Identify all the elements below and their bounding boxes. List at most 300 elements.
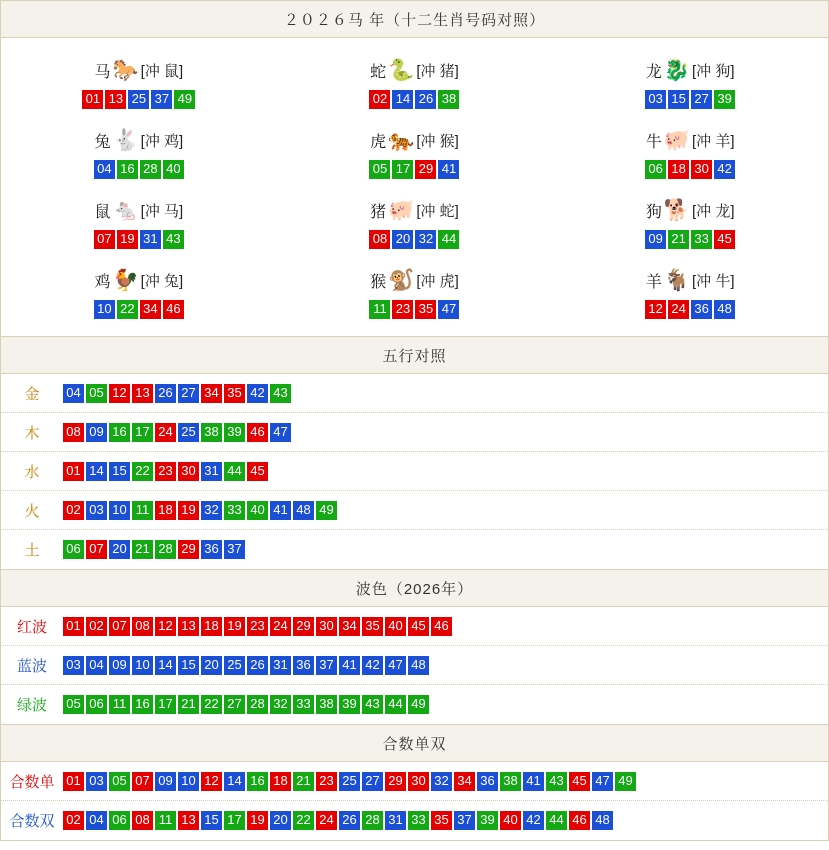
number-ball: 21 [293, 772, 314, 791]
number-ball: 07 [94, 230, 115, 249]
zodiac-clash-label: [冲 龙] [691, 202, 735, 220]
number-ball: 25 [224, 656, 245, 675]
number-ball: 29 [385, 772, 406, 791]
zodiac-section-title: ２０２６马 年（十二生肖号码对照） [1, 1, 828, 38]
zodiac-name: 马 [94, 63, 111, 81]
zodiac-animal-icon: 🐖 [388, 198, 415, 222]
number-ball: 38 [201, 423, 222, 442]
number-ball: 16 [109, 423, 130, 442]
zodiac-number-list [552, 230, 828, 249]
zodiac-name: 龙 [645, 63, 662, 81]
number-ball: 14 [155, 656, 176, 675]
bose-panel [0, 569, 829, 724]
number-ball: 23 [155, 462, 176, 481]
number-ball: 19 [247, 811, 268, 830]
number-ball: 19 [178, 501, 199, 520]
wuxing-row-label: 木 [24, 424, 40, 442]
zodiac-name: 兔 [94, 133, 111, 151]
number-ball: 31 [385, 811, 406, 830]
number-ball: 09 [645, 230, 666, 249]
number-ball: 46 [247, 423, 268, 442]
number-ball: 08 [132, 811, 153, 830]
wuxing-row-numbers [63, 419, 828, 446]
zodiac-animal-icon: 🐅 [388, 128, 415, 152]
number-ball: 12 [645, 300, 666, 319]
number-ball: 03 [86, 772, 107, 791]
heshu-rows [1, 762, 828, 840]
number-ball: 07 [109, 617, 130, 636]
heshu-row-numbers [63, 768, 828, 795]
number-ball: 28 [362, 811, 383, 830]
number-ball: 39 [224, 423, 245, 442]
number-ball: 44 [385, 695, 406, 714]
number-ball: 23 [316, 772, 337, 791]
number-ball: 22 [293, 811, 314, 830]
zodiac-clash-label: [冲 鼠] [140, 62, 184, 80]
zodiac-animal-icon: 🐎 [112, 58, 139, 82]
number-ball: 33 [224, 501, 245, 520]
bose-row-numbers [63, 652, 828, 679]
number-ball: 30 [408, 772, 429, 791]
number-ball: 20 [201, 656, 222, 675]
number-ball: 12 [109, 384, 130, 403]
number-ball: 03 [63, 656, 84, 675]
number-ball: 49 [316, 501, 337, 520]
number-ball: 09 [155, 772, 176, 791]
wuxing-row [1, 530, 828, 569]
wuxing-row-numbers [63, 380, 828, 407]
heshu-section-title: 合数单双 [1, 725, 828, 762]
heshu-panel [0, 724, 829, 841]
number-ball: 03 [86, 501, 107, 520]
number-ball: 14 [392, 90, 413, 109]
number-ball: 27 [178, 384, 199, 403]
number-ball: 18 [270, 772, 291, 791]
number-ball: 47 [270, 423, 291, 442]
zodiac-grid [1, 38, 828, 336]
zodiac-head [277, 125, 553, 155]
number-ball: 22 [201, 695, 222, 714]
number-ball: 18 [201, 617, 222, 636]
number-ball: 38 [316, 695, 337, 714]
number-ball: 07 [86, 540, 107, 559]
zodiac-head [1, 195, 277, 225]
number-ball: 03 [645, 90, 666, 109]
number-ball: 06 [109, 811, 130, 830]
number-ball: 04 [63, 384, 84, 403]
number-ball: 44 [546, 811, 567, 830]
number-ball: 01 [63, 462, 84, 481]
number-ball: 08 [132, 617, 153, 636]
zodiac-name: 羊 [645, 273, 662, 291]
zodiac-animal-icon: 🐁 [112, 198, 139, 222]
heshu-row [1, 762, 828, 801]
wuxing-row-label: 金 [24, 385, 40, 403]
zodiac-name: 鼠 [94, 203, 111, 221]
number-ball: 29 [293, 617, 314, 636]
wuxing-row [1, 374, 828, 413]
number-ball: 49 [615, 772, 636, 791]
number-ball: 01 [63, 772, 84, 791]
heshu-row-label: 合数单 [9, 773, 55, 791]
zodiac-clash-label: [冲 蛇] [416, 202, 459, 220]
number-ball: 04 [94, 160, 115, 179]
number-ball: 13 [132, 384, 153, 403]
zodiac-animal-icon: 🐓 [112, 268, 139, 292]
zodiac-number-list [1, 160, 277, 179]
number-ball: 42 [523, 811, 544, 830]
number-ball: 43 [362, 695, 383, 714]
number-ball: 17 [155, 695, 176, 714]
number-ball: 35 [415, 300, 436, 319]
number-ball: 20 [392, 230, 413, 249]
zodiac-cell [552, 118, 828, 188]
number-ball: 46 [569, 811, 590, 830]
number-ball: 41 [270, 501, 291, 520]
number-ball: 32 [415, 230, 436, 249]
number-ball: 45 [408, 617, 429, 636]
number-ball: 49 [408, 695, 429, 714]
number-ball: 33 [408, 811, 429, 830]
wuxing-rows [1, 374, 828, 569]
bose-section-title: 波色（2026年） [1, 570, 828, 607]
number-ball: 25 [178, 423, 199, 442]
number-ball: 09 [86, 423, 107, 442]
number-ball: 28 [140, 160, 161, 179]
number-ball: 13 [178, 811, 199, 830]
wuxing-section-title: 五行对照 [1, 337, 828, 374]
number-ball: 20 [270, 811, 291, 830]
number-ball: 12 [155, 617, 176, 636]
number-ball: 26 [155, 384, 176, 403]
number-ball: 34 [140, 300, 161, 319]
number-ball: 48 [293, 501, 314, 520]
number-ball: 47 [438, 300, 459, 319]
zodiac-animal-icon: 🐍 [388, 58, 415, 82]
zodiac-head [1, 55, 277, 85]
wuxing-row-numbers [63, 458, 828, 485]
zodiac-head [277, 55, 553, 85]
number-ball: 36 [477, 772, 498, 791]
zodiac-name: 狗 [645, 203, 662, 221]
number-ball: 32 [431, 772, 452, 791]
zodiac-cell [1, 258, 277, 328]
heshu-row [1, 801, 828, 840]
zodiac-clash-label: [冲 狗] [691, 62, 735, 80]
number-ball: 10 [178, 772, 199, 791]
number-ball: 17 [224, 811, 245, 830]
number-ball: 35 [431, 811, 452, 830]
number-ball: 05 [369, 160, 390, 179]
zodiac-clash-label: [冲 虎] [416, 272, 459, 290]
number-ball: 43 [546, 772, 567, 791]
number-ball: 26 [339, 811, 360, 830]
bose-rows [1, 607, 828, 724]
number-ball: 24 [155, 423, 176, 442]
number-ball: 36 [691, 300, 712, 319]
number-ball: 06 [645, 160, 666, 179]
number-ball: 28 [247, 695, 268, 714]
number-ball: 43 [270, 384, 291, 403]
zodiac-animal-icon: 🐒 [388, 268, 415, 292]
number-ball: 16 [117, 160, 138, 179]
number-ball: 15 [201, 811, 222, 830]
wuxing-row-label: 火 [24, 502, 40, 520]
number-ball: 39 [714, 90, 735, 109]
number-ball: 13 [178, 617, 199, 636]
zodiac-name: 猪 [370, 203, 387, 221]
number-ball: 14 [224, 772, 245, 791]
number-ball: 48 [714, 300, 735, 319]
number-ball: 23 [392, 300, 413, 319]
zodiac-cell [277, 188, 553, 258]
number-ball: 47 [592, 772, 613, 791]
zodiac-head [1, 125, 277, 155]
zodiac-head [277, 195, 553, 225]
zodiac-panel [0, 0, 829, 336]
number-ball: 02 [86, 617, 107, 636]
number-ball: 05 [109, 772, 130, 791]
zodiac-cell [1, 188, 277, 258]
number-ball: 36 [201, 540, 222, 559]
zodiac-number-list [1, 300, 277, 319]
number-ball: 16 [132, 695, 153, 714]
wuxing-row [1, 452, 828, 491]
number-ball: 35 [224, 384, 245, 403]
number-ball: 24 [316, 811, 337, 830]
number-ball: 15 [668, 90, 689, 109]
number-ball: 21 [132, 540, 153, 559]
bose-row [1, 646, 828, 685]
zodiac-clash-label: [冲 猪] [416, 62, 459, 80]
number-ball: 27 [691, 90, 712, 109]
number-ball: 18 [668, 160, 689, 179]
wuxing-panel [0, 336, 829, 569]
zodiac-animal-icon: 🐉 [663, 58, 690, 82]
number-ball: 21 [668, 230, 689, 249]
number-ball: 17 [392, 160, 413, 179]
zodiac-clash-label: [冲 兔] [140, 272, 184, 290]
number-ball: 42 [362, 656, 383, 675]
number-ball: 26 [415, 90, 436, 109]
zodiac-number-list [552, 90, 828, 109]
number-ball: 20 [109, 540, 130, 559]
heshu-row-numbers [63, 807, 828, 834]
number-ball: 19 [117, 230, 138, 249]
number-ball: 46 [431, 617, 452, 636]
number-ball: 01 [63, 617, 84, 636]
wuxing-row [1, 491, 828, 530]
number-ball: 15 [109, 462, 130, 481]
zodiac-cell [277, 258, 553, 328]
number-ball: 13 [105, 90, 126, 109]
zodiac-head [552, 195, 828, 225]
number-ball: 22 [117, 300, 138, 319]
number-ball: 08 [63, 423, 84, 442]
number-ball: 08 [369, 230, 390, 249]
number-ball: 45 [247, 462, 268, 481]
number-ball: 27 [362, 772, 383, 791]
zodiac-cell [1, 48, 277, 118]
zodiac-head [552, 265, 828, 295]
number-ball: 40 [247, 501, 268, 520]
zodiac-number-list [1, 90, 277, 109]
zodiac-animal-icon: 🐇 [112, 128, 139, 152]
zodiac-cell [552, 258, 828, 328]
zodiac-clash-label: [冲 马] [140, 202, 184, 220]
number-ball: 32 [270, 695, 291, 714]
number-ball: 45 [714, 230, 735, 249]
number-ball: 38 [438, 90, 459, 109]
zodiac-number-list [277, 90, 553, 109]
bose-row-label: 红波 [16, 618, 47, 636]
number-ball: 31 [201, 462, 222, 481]
number-ball: 16 [247, 772, 268, 791]
zodiac-name: 猴 [370, 273, 387, 291]
number-ball: 40 [500, 811, 521, 830]
wuxing-row-label: 水 [24, 463, 40, 481]
number-ball: 30 [178, 462, 199, 481]
number-ball: 17 [132, 423, 153, 442]
zodiac-cell [552, 188, 828, 258]
number-ball: 10 [94, 300, 115, 319]
zodiac-name: 牛 [645, 133, 662, 151]
number-ball: 49 [174, 90, 195, 109]
number-ball: 07 [132, 772, 153, 791]
wuxing-row [1, 413, 828, 452]
number-ball: 25 [339, 772, 360, 791]
zodiac-clash-label: [冲 猴] [416, 132, 459, 150]
number-ball: 39 [477, 811, 498, 830]
number-ball: 24 [270, 617, 291, 636]
bose-row-numbers [63, 613, 828, 640]
bose-row-label: 绿波 [16, 697, 47, 714]
number-ball: 23 [247, 617, 268, 636]
number-ball: 11 [369, 300, 390, 319]
number-ball: 43 [163, 230, 184, 249]
number-ball: 42 [714, 160, 735, 179]
number-ball: 31 [140, 230, 161, 249]
zodiac-animal-icon: 🐖 [663, 128, 690, 152]
wuxing-row-numbers [63, 497, 828, 524]
number-ball: 09 [109, 656, 130, 675]
number-ball: 28 [155, 540, 176, 559]
number-ball: 11 [155, 811, 176, 830]
number-ball: 31 [270, 656, 291, 675]
zodiac-cell [277, 118, 553, 188]
number-ball: 29 [415, 160, 436, 179]
number-ball: 40 [163, 160, 184, 179]
number-ball: 34 [201, 384, 222, 403]
number-ball: 02 [63, 811, 84, 830]
bose-row [1, 607, 828, 646]
number-ball: 44 [438, 230, 459, 249]
number-ball: 34 [454, 772, 475, 791]
number-ball: 05 [86, 384, 107, 403]
number-ball: 36 [293, 656, 314, 675]
number-ball: 06 [86, 695, 107, 714]
zodiac-cell [552, 48, 828, 118]
number-ball: 30 [316, 617, 337, 636]
number-ball: 21 [178, 695, 199, 714]
number-ball: 41 [339, 656, 360, 675]
number-ball: 48 [592, 811, 613, 830]
zodiac-head [552, 55, 828, 85]
number-ball: 24 [668, 300, 689, 319]
zodiac-name: 蛇 [370, 63, 387, 81]
bose-row [1, 685, 828, 724]
number-ball: 02 [63, 501, 84, 520]
zodiac-head [552, 125, 828, 155]
number-ball: 22 [132, 462, 153, 481]
heshu-row-label: 合数双 [9, 813, 55, 830]
number-ball: 04 [86, 656, 107, 675]
number-ball: 48 [408, 656, 429, 675]
number-ball: 44 [224, 462, 245, 481]
number-ball: 19 [224, 617, 245, 636]
bose-row-numbers [63, 691, 828, 718]
number-ball: 15 [178, 656, 199, 675]
number-ball: 11 [109, 695, 130, 714]
bose-row-label: 蓝波 [16, 657, 47, 675]
zodiac-clash-label: [冲 鸡] [140, 132, 184, 150]
zodiac-cell [1, 118, 277, 188]
number-ball: 33 [293, 695, 314, 714]
wuxing-row-numbers [63, 536, 828, 563]
number-ball: 40 [385, 617, 406, 636]
number-ball: 37 [316, 656, 337, 675]
number-ball: 14 [86, 462, 107, 481]
zodiac-number-list [1, 230, 277, 249]
zodiac-head [277, 265, 553, 295]
zodiac-number-list [277, 300, 553, 319]
number-ball: 37 [151, 90, 172, 109]
number-ball: 02 [369, 90, 390, 109]
number-ball: 27 [224, 695, 245, 714]
number-ball: 30 [691, 160, 712, 179]
number-ball: 35 [362, 617, 383, 636]
zodiac-number-list [552, 160, 828, 179]
number-ball: 45 [569, 772, 590, 791]
number-ball: 39 [339, 695, 360, 714]
zodiac-number-list [277, 160, 553, 179]
number-ball: 42 [247, 384, 268, 403]
zodiac-animal-icon: 🐕 [663, 198, 690, 222]
number-ball: 41 [523, 772, 544, 791]
zodiac-number-list [277, 230, 553, 249]
number-ball: 29 [178, 540, 199, 559]
zodiac-clash-label: [冲 羊] [691, 132, 735, 150]
zodiac-cell [277, 48, 553, 118]
number-ball: 18 [155, 501, 176, 520]
zodiac-animal-icon: 🐐 [663, 268, 690, 292]
number-ball: 05 [63, 695, 84, 714]
zodiac-head [1, 265, 277, 295]
number-ball: 34 [339, 617, 360, 636]
number-ball: 47 [385, 656, 406, 675]
number-ball: 33 [691, 230, 712, 249]
number-ball: 38 [500, 772, 521, 791]
number-ball: 32 [201, 501, 222, 520]
number-ball: 12 [201, 772, 222, 791]
number-ball: 10 [132, 656, 153, 675]
number-ball: 41 [438, 160, 459, 179]
number-ball: 10 [109, 501, 130, 520]
zodiac-number-list [552, 300, 828, 319]
number-ball: 37 [454, 811, 475, 830]
number-ball: 11 [132, 501, 153, 520]
zodiac-name: 虎 [370, 133, 387, 151]
